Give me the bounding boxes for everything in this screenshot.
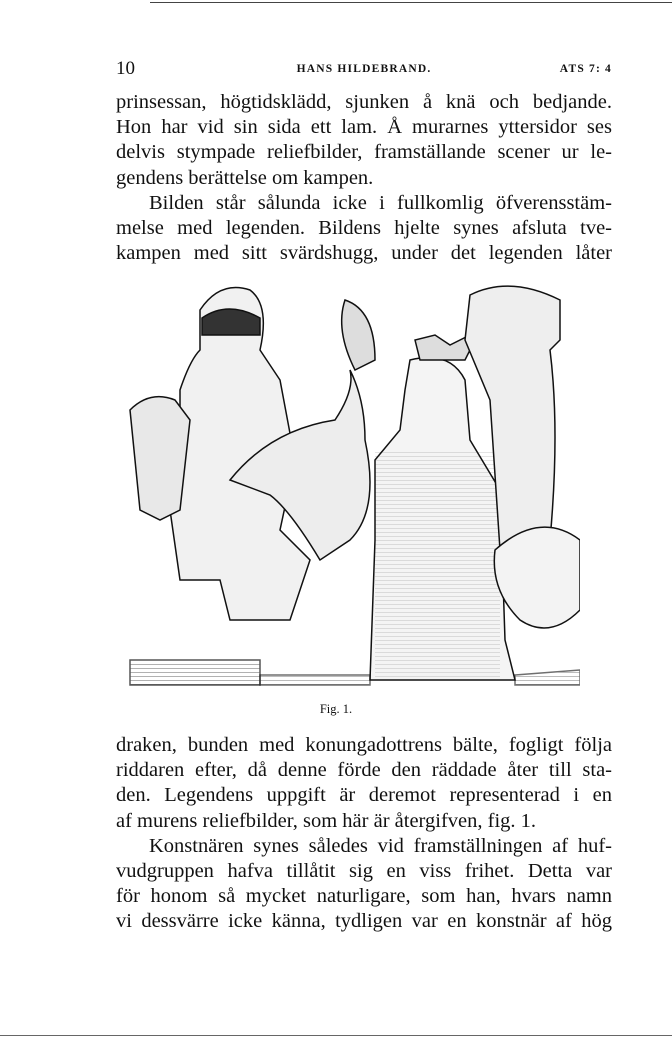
text-line: kampen med sitt svärdshugg, under det legenden låter (116, 242, 612, 265)
horse-head (130, 397, 190, 520)
page-number: 10 (116, 58, 135, 79)
figure-caption: Fig. 1. (319, 702, 353, 716)
lamb (494, 527, 580, 628)
text-line: melse med legenden. Bildens hjelte synes afsluta tve- (116, 216, 612, 239)
figure-relief-illustration (120, 280, 580, 695)
text-line: den. Legendens uppgift är deremot representerad i en (116, 784, 612, 807)
text-line: delvis stympade reliefbilder, framställande scener ur le- (116, 141, 612, 164)
text-line: riddaren efter, då denne förde den räddade åter till sta- (116, 759, 612, 782)
text-line: vi dessvärre icke känna, tydligen var en konstnär af hög (116, 910, 612, 933)
text-line: Konstnären synes således vid framställningen af huf- (149, 834, 612, 857)
running-title: HANS HILDEBRAND. (296, 63, 432, 75)
text-line: Bilden står sålunda icke i fullkomlig öfverensstäm- (149, 191, 612, 214)
text-line: af murens reliefbilder, som här är återgifven, fig. 1. (116, 809, 537, 832)
body-text-bottom (116, 733, 612, 935)
series-label: ATS 7: 4 (559, 63, 612, 75)
text-line: vudgruppen hafva tillåtit sig en viss frihet. Detta var (116, 859, 612, 882)
text-line: prinsessan, högtidsklädd, sjunken å knä och bedjande. (116, 91, 612, 113)
text-line: för honom så mycket naturligare, som han, hvars namn (116, 885, 612, 908)
running-header (116, 58, 612, 82)
page-bottom-rule (0, 1035, 672, 1036)
text-line: draken, bunden med konungadottrens bälte, fogligt följa (116, 734, 612, 756)
text-line: gendens berättelse om kampen. (116, 166, 374, 189)
page-top-rule (150, 2, 672, 3)
body-text-top (116, 90, 612, 266)
relief-base (130, 660, 260, 685)
text-line: Hon har vid sin sida ett lam. Å murarnes yttersidor ses (116, 116, 612, 139)
